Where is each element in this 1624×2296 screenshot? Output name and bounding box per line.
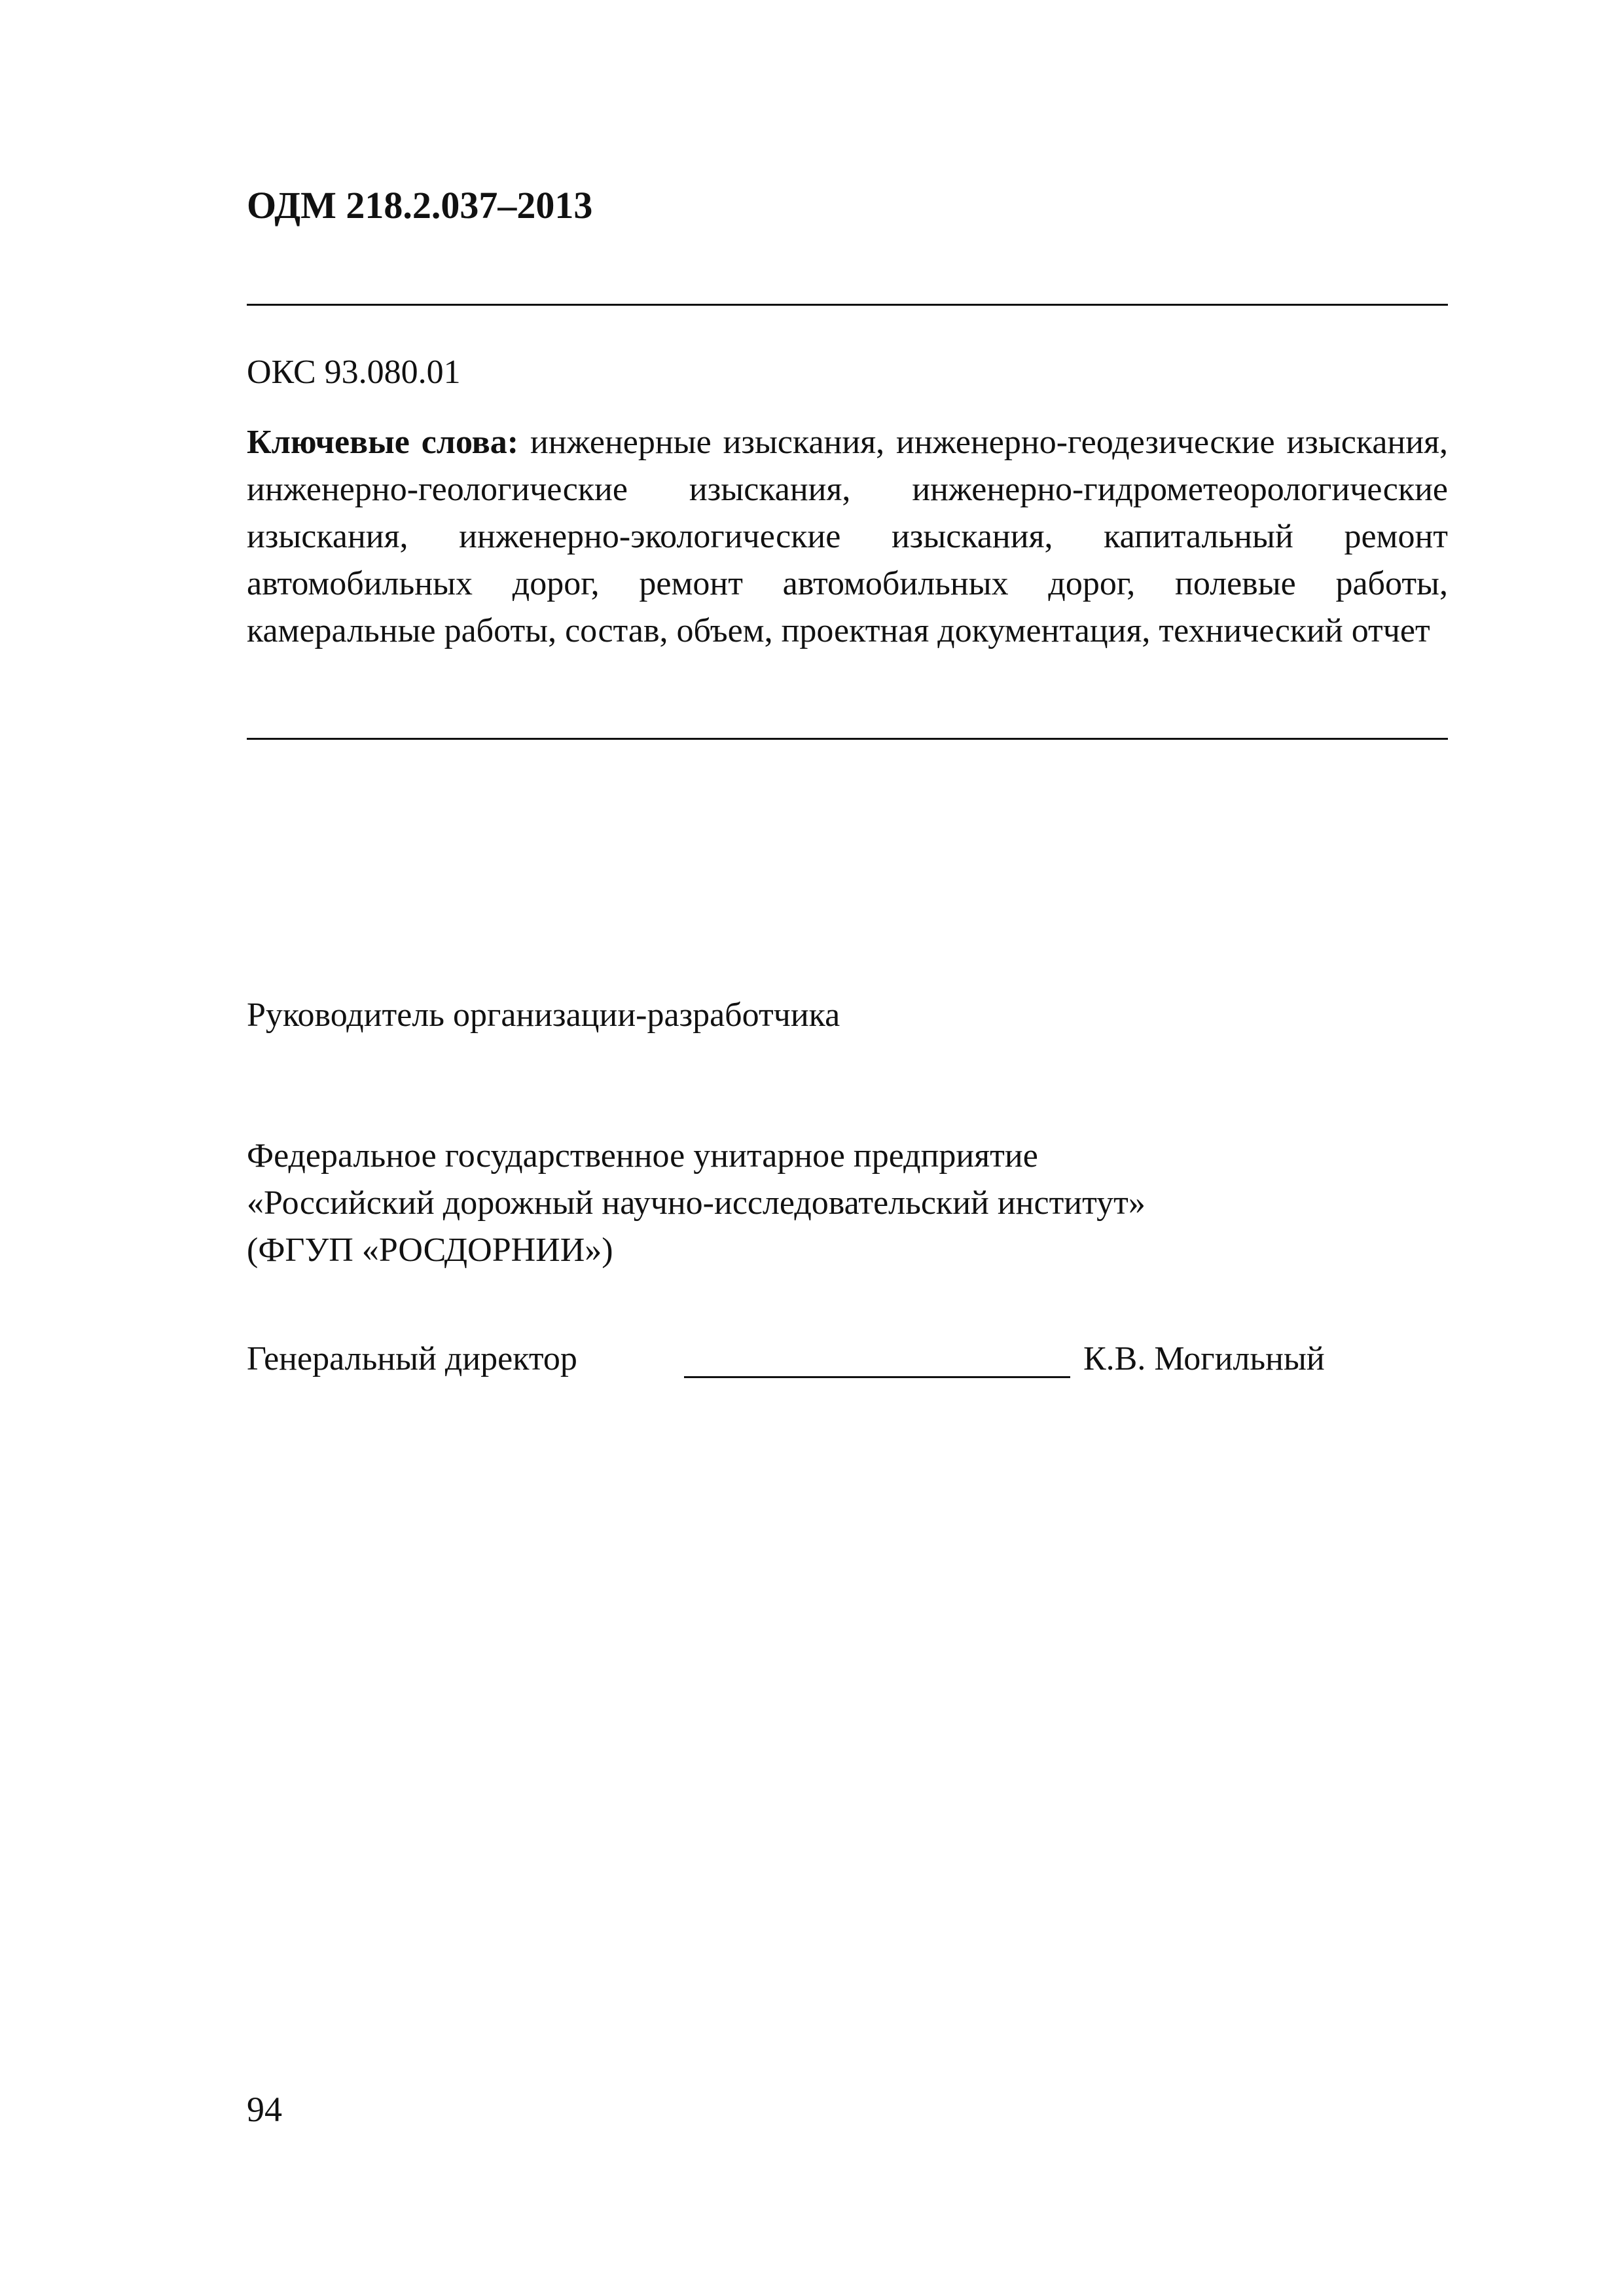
organization-line-2: «Российский дорожный научно-исследовательский институт»: [247, 1184, 1146, 1222]
top-divider: [247, 304, 1448, 306]
bottom-divider: [247, 738, 1448, 740]
oks-code: ОКС 93.080.01: [247, 354, 461, 391]
signature-position: Генеральный директор: [247, 1340, 577, 1377]
organization-block: [247, 1133, 1146, 1274]
developer-head-label: Руководитель организации-разработчика: [247, 996, 840, 1034]
signature-line: [684, 1376, 1070, 1378]
organization-line-3: (ФГУП «РОСДОРНИИ»): [247, 1231, 613, 1269]
signature-name: К.В. Могильный: [1083, 1340, 1325, 1377]
document-code: ОДМ 218.2.037–2013: [247, 184, 593, 227]
page-number: 94: [247, 2090, 282, 2129]
keywords-paragraph: [247, 419, 1448, 655]
organization-line-1: Федеральное государственное унитарное предприятие: [247, 1137, 1038, 1175]
signature-row: [247, 1342, 1448, 1388]
keywords-label: Ключевые слова:: [247, 424, 519, 461]
keywords-text: инженерные изыскания, инженерно-геодезические изыскания, инженерно-геологические изыскания, инженерно-гидрометеорологические изыскания, инженерно-экологические изыскания, капитальный ремонт автомобильных дорог, ремонт автомобильных дорог, полевые работы, камеральные работы, состав, объем, проектная документация, технический отчет: [247, 424, 1448, 649]
